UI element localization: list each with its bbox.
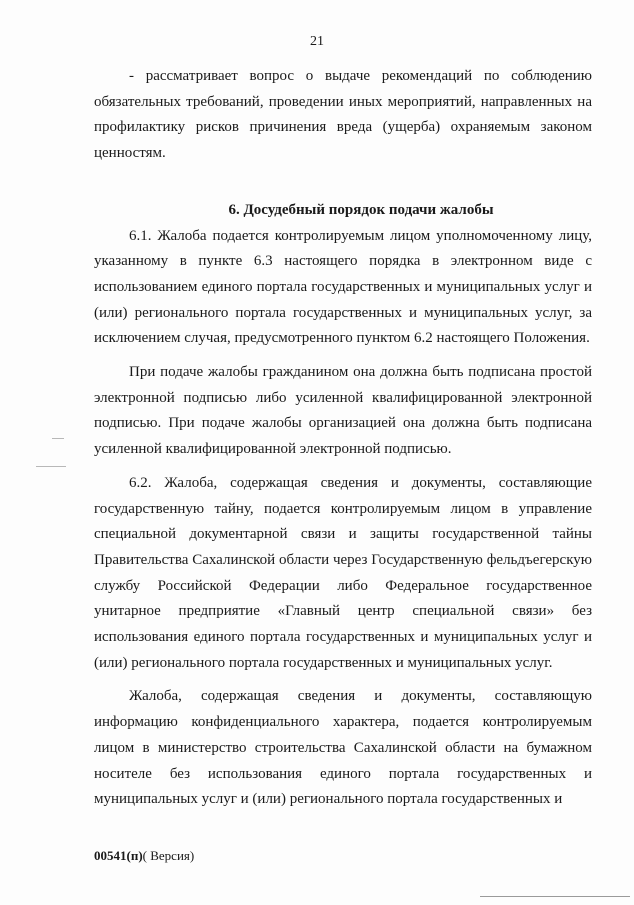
spacer	[94, 463, 592, 471]
paragraph-6-1: 6.1. Жалоба подается контролируемым лицом уполномоченному лицу, указанному в пункте 6.3 настоящего порядка в электронном виде с использованием единого портала государственных и муниципальных услуг и (или) регионального портала государственных и муниципальных услуг, за исключением случая, предусмотренного пунктом 6.2 настоящего Положения.	[94, 227, 592, 347]
spacer	[94, 352, 592, 360]
paragraph-6-2: 6.2. Жалоба, содержащая сведения и документы, составляющие государственную тайну, подается контролируемым лицом в управление специальной документарной связи и защиты государственной тайны Правительства Сахалинской области через Государственную фельдъегерскую службу Российской Федерации либо Федеральное государственное унитарное предприятие «Главный центр специальной связи» без использования единого портала государственных и муниципальных услуг и (или) регионального портала государственных и муниципальных услуг.	[94, 474, 592, 671]
paragraph-confidential: Жалоба, содержащая сведения и документы, составляющую информацию конфиденциального характера, подается контролируемым лицом в министерство строительства Сахалинской области на бумажном носителе без использования единого портала государственных и муниципальных услуг и (или) регионального портала государственных и	[94, 688, 592, 808]
document-code	[94, 848, 194, 864]
section-heading: 6. Досудебный порядок подачи жалобы	[228, 201, 494, 218]
document-code-version: ( Версия)	[142, 848, 195, 863]
scan-edge-rule	[480, 896, 630, 897]
spacer	[94, 676, 592, 684]
document-body	[94, 64, 592, 813]
spacer	[94, 167, 592, 198]
page-number: 21	[310, 34, 324, 49]
scan-mark	[36, 466, 66, 467]
paragraph-signature: При подаче жалобы гражданином она должна быть подписана простой электронной подписью либо усиленной квалифицированной электронной подписью. При подаче жалобы организацией она должна быть подписана усиленной квалифицированной электронной подписью.	[94, 364, 592, 458]
document-code-number: 00541(п)	[94, 848, 143, 863]
scan-mark	[52, 438, 64, 439]
paragraph-intro: - рассматривает вопрос о выдаче рекомендаций по соблюдению обязательных требований, проведении иных мероприятий, направленных на профилактику рисков причинения вреда (ущерба) охраняемым законом ценностям.	[94, 68, 592, 162]
